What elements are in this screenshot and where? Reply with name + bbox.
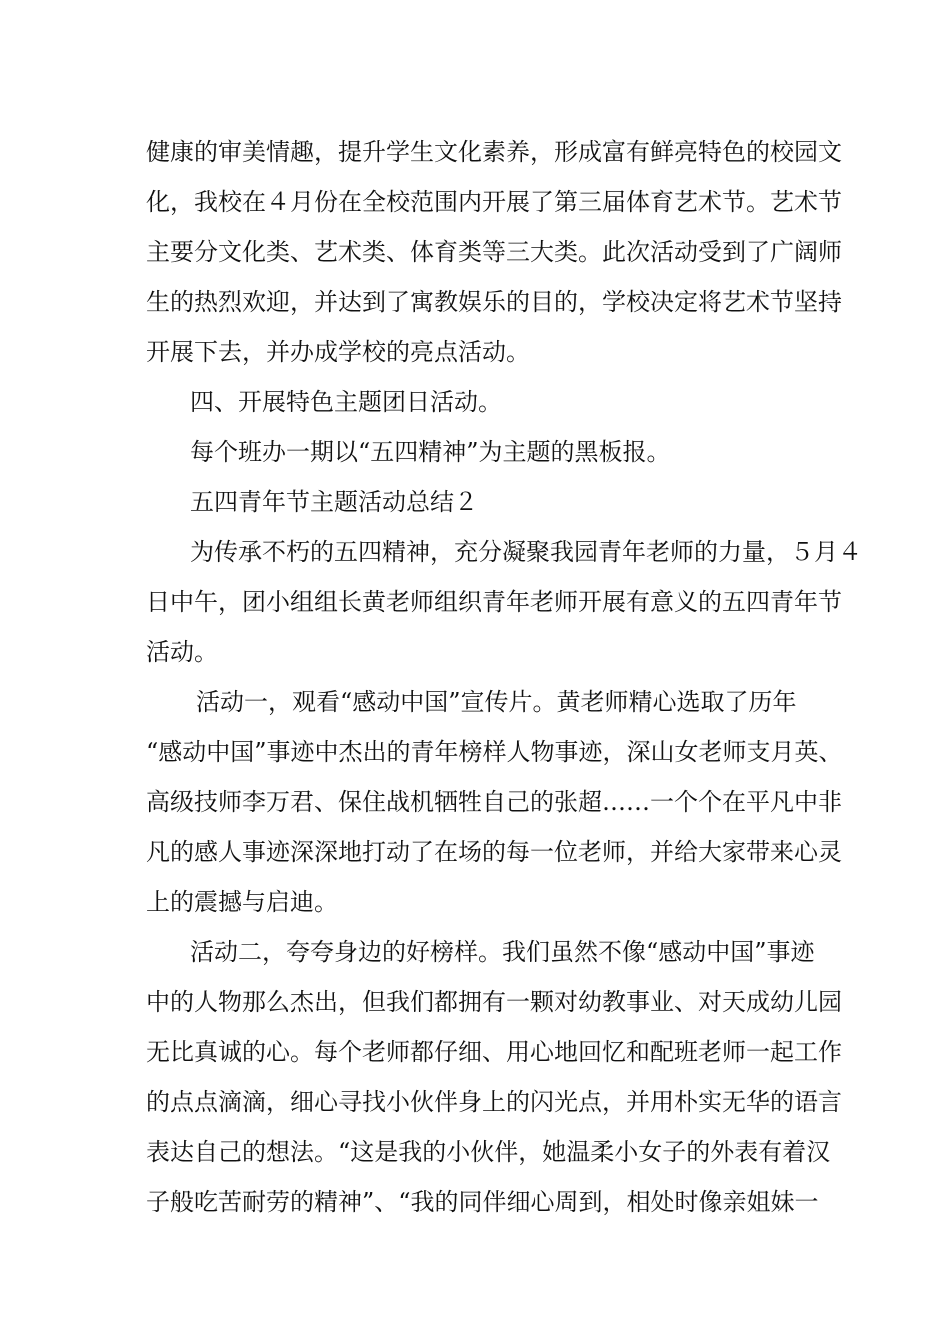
text-line: 活动。 xyxy=(146,638,218,666)
text-line: 高级技师李万君、保住战机牺牲自己的张超……一个个在平凡中非 xyxy=(146,788,842,816)
text-line: 主要分文化类、艺术类、体育类等三大类。此次活动受到了广阔师 xyxy=(146,238,842,266)
text-line: 的点点滴滴，细心寻找小伙伴身上的闪光点，并用朴实无华的语言 xyxy=(146,1088,842,1116)
text-line: 活动一，观看“感动中国”宣传片。黄老师精心选取了历年 xyxy=(196,688,797,716)
text-line: 化，我校在４月份在全校范围内开展了第三届体育艺术节。艺术节 xyxy=(146,188,842,216)
text-line: 凡的感人事迹深深地打动了在场的每一位老师，并给大家带来心灵 xyxy=(146,838,842,866)
text-line: 中的人物那么杰出，但我们都拥有一颗对幼教事业、对天成幼儿园 xyxy=(146,988,842,1016)
text-line: 表达自己的想法。“这是我的小伙伴，她温柔小女子的外表有着汉 xyxy=(146,1138,831,1166)
text-line: 每个班办一期以“五四精神”为主题的黑板报。 xyxy=(190,438,671,466)
section-heading: 四、开展特色主题团日活动。 xyxy=(190,388,502,416)
text-line: 无比真诚的心。每个老师都仔细、用心地回忆和配班老师一起工作 xyxy=(146,1038,842,1066)
text-line: 日中午，团小组组长黄老师组织青年老师开展有意义的五四青年节 xyxy=(146,588,842,616)
text-line: 生的热烈欢迎，并达到了寓教娱乐的目的，学校决定将艺术节坚持 xyxy=(146,288,842,316)
document-heading: 五四青年节主题活动总结２ xyxy=(190,488,478,516)
text-line: 开展下去，并办成学校的亮点活动。 xyxy=(146,338,530,366)
text-line: 活动二，夸夸身边的好榜样。我们虽然不像“感动中国”事迹 xyxy=(190,938,815,966)
text-line: 上的震撼与启迪。 xyxy=(146,888,338,916)
text-line: 健康的审美情趣，提升学生文化素养，形成富有鲜亮特色的校园文 xyxy=(146,138,842,166)
text-line: “感动中国”事迹中杰出的青年榜样人物事迹，深山女老师支月英、 xyxy=(146,738,843,766)
text-line: 子般吃苦耐劳的精神”、“我的同伴细心周到，相处时像亲姐妹一 xyxy=(146,1188,819,1216)
text-line: 为传承不朽的五四精神，充分凝聚我园青年老师的力量，５月４ xyxy=(190,538,862,566)
